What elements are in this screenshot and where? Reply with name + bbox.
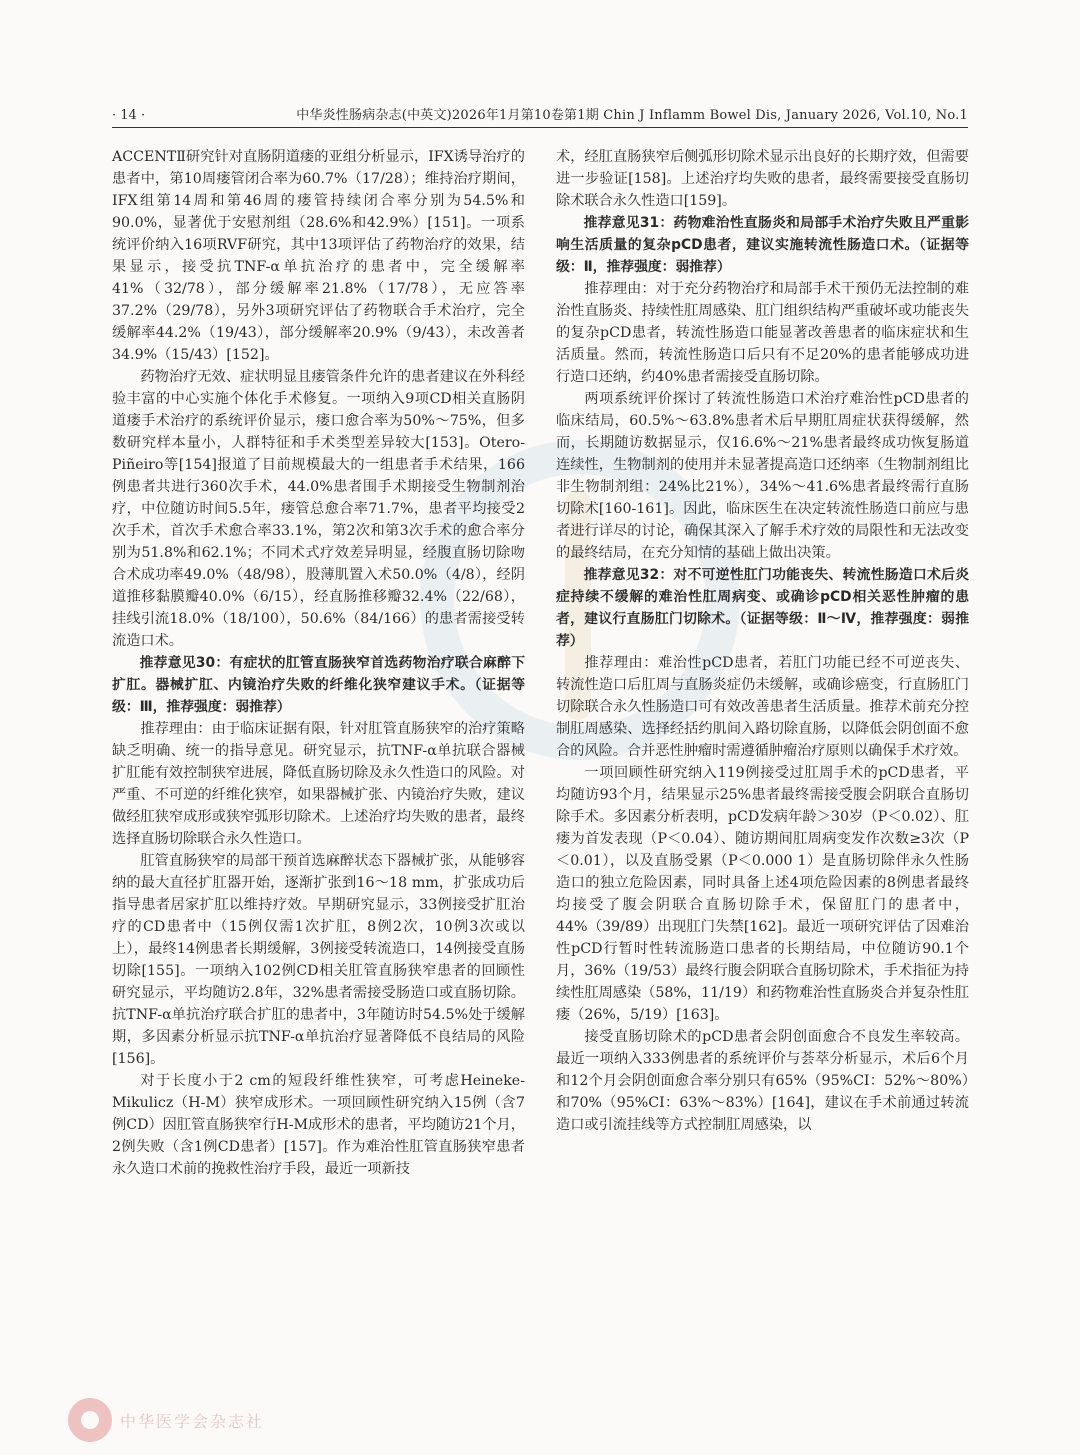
- paragraph: 一项回顾性研究纳入119例接受过肛周手术的pCD患者，平均随访93个月，结果显示25%患者最终需接受腹会阴联合直肠切除手术。多因素分析表明，pCD发病年龄＞30岁（P＜0.02）、肛瘘为首发表现（P＜0.04）、随访期间肛周病变发作次数≥3次（P＜0.01），以及直肠受累（P＜0.000 1）是直肠切除伴永久性肠造口的独立危险因素，同时具备上述4项危险因素的8例患者最终均接受了腹会阴联合直肠切除手术，保留肛门的患者中，44%（39/89）出现肛门失禁[162]。最近一项研究评估了因难治性pCD行暂时性转流肠造口患者的长期结局，中位随访90.1个月，36%（19/53）最终行腹会阴联合直肠切除术，手术指征为持续性肛周感染（58%，11/19）和药物难治性直肠炎合并复杂性肛瘘（26%，5/19）[163]。: [556, 765, 969, 1023]
- running-header: [112, 100, 968, 128]
- page-number: · 14 ·: [112, 108, 146, 123]
- recommendation-30: 推荐意见30：有症状的肛管直肠狭窄首选药物治疗联合麻醉下扩肛。器械扩肛、内镜治疗失败的纤维化狭窄建议手术。（证据等级：Ⅲ，推荐强度：弱推荐）: [112, 655, 525, 715]
- paragraph: 两项系统评价探讨了转流性肠造口术治疗难治性pCD患者的临床结局，60.5%～63.8%患者术后早期肛周症状获得缓解，然而，长期随访数据显示，仅16.6%～21%患者最终成功恢复肠道连续性，生物制剂的使用并未显著提高造口还纳率（生物制剂组比非生物制剂组：24%比21%），34%～41.6%患者最终需行直肠切除术[160-161]。因此，临床医生在决定转流性肠造口前应与患者进行详尽的讨论，确保其深入了解手术疗效的局限性和无法改变的最终结局，在充分知情的基础上做出决策。: [556, 391, 969, 561]
- paragraph: 肛管直肠狭窄的局部干预首选麻醉状态下器械扩张，从能够容纳的最大直径扩肛器开始，逐渐扩张到16～18 mm，扩张成功后指导患者居家扩肛以维持疗效。早期研究显示，33例接受扩肛治疗的CD患者中（15例仅需1次扩肛，8例2次，10例3次或以上），最终14例患者长期缓解，3例接受转流造口，14例接受直肠切除[155]。一项纳入102例CD相关肛管直肠狭窄患者的回顾性研究显示，平均随访2.8年，32%患者需接受肠造口或直肠切除。抗TNF-α单抗治疗联合扩肛的患者中，3年随访时54.5%处于缓解期，多因素分析显示抗TNF-α单抗治疗显著降低不良结局的风险[156]。: [112, 853, 525, 1067]
- paragraph: 推荐理由：由于临床证据有限，针对肛管直肠狭窄的治疗策略缺乏明确、统一的指导意见。研究显示，抗TNF-α单抗联合器械扩肛能有效控制狭窄进展，降低直肠切除及永久性造口的风险。对严重、不可逆的纤维化狭窄，如果器械扩张、内镜治疗失败，建议做经肛狭窄成形或狭窄弧形切除术。上述治疗均失败的患者，最终选择直肠切除联合永久性造口。: [112, 721, 525, 847]
- paragraph: 术，经肛直肠狭窄后侧弧形切除术显示出良好的长期疗效，但需要进一步验证[158]。上述治疗均失败的患者，最终需要接受直肠切除术联合永久性造口[159]。: [556, 149, 969, 209]
- left-column: [112, 146, 525, 1180]
- paragraph: 推荐理由：对于充分药物治疗和局部手术干预仍无法控制的难治性直肠炎、持续性肛周感染、肛门组织结构严重破坏或功能丧失的复杂pCD患者，转流性肠造口能显著改善患者的临床症状和生活质量。然而，转流性肠造口后只有不足20%的患者能够成功进行造口还纳，约40%患者需接受直肠切除。: [556, 281, 969, 385]
- recommendation-32: 推荐意见32：对不可逆性肛门功能丧失、转流性肠造口术后炎症持续不缓解的难治性肛周病变、或确诊pCD相关恶性肿瘤的患者，建议行直肠肛门切除术。（证据等级：Ⅱ～Ⅳ，推荐强度：弱推荐）: [556, 567, 969, 649]
- paragraph: 推荐理由：难治性pCD患者，若肛门功能已经不可逆丧失、转流性造口后肛周与直肠炎症仍未缓解，或确诊癌变，行直肠肛门切除联合永久性肠造口可有效改善患者生活质量。推荐术前充分控制肛周感染、选择经括约肌间入路切除直肠，以降低会阴创面不愈合的风险。合并恶性肿瘤时需遵循肿瘤治疗原则以确保手术疗效。: [556, 655, 969, 759]
- publisher-seal-icon: [68, 1398, 112, 1442]
- publisher-logo: [68, 1398, 264, 1442]
- paragraph: ACCENTⅡ研究针对直肠阴道瘘的亚组分析显示，IFX诱导治疗的患者中，第10周瘘管闭合率为60.7%（17/28）；维持治疗期间，IFX组第14周和第46周的瘘管持续闭合率分别为54.5%和90.0%，显著优于安慰剂组（28.6%和42.9%）[151]。一项系统评价纳入16项RVF研究，其中13项评估了药物治疗的效果，结果显示，接受抗TNF-α单抗治疗的患者中，完全缓解率41%（32/78），部分缓解率21.8%（17/78），无应答率37.2%（29/78），另外3项研究评估了药物联合手术治疗，完全缓解率44.2%（19/43），部分缓解率20.9%（9/43），未改善者34.9%（15/43）[152]。: [112, 149, 525, 363]
- paragraph: 药物治疗无效、症状明显且瘘管条件允许的患者建议在外科经验丰富的中心实施个体化手术修复。一项纳入9项CD相关直肠阴道瘘手术治疗的系统评价显示，瘘口愈合率为50%～75%，但多数研究样本量小，人群特征和手术类型差异较大[153]。Otero-Piñeiro等[154]报道了目前规模最大的一组患者手术结果，166例患者共进行360次手术，44.0%患者围手术期接受生物制剂治疗，中位随访时间5.5年，瘘管总愈合率71.7%，患者平均接受2次手术，首次手术愈合率33.1%，第2次和第3次手术的愈合率分别为51.8%和62.1%；不同术式疗效差异明显，经腹直肠切除吻合术成功率49.0%（48/98），股薄肌置入术50.0%（4/8），经阴道推移黏膜瓣40.0%（6/15），经直肠推移瓣32.4%（22/68），挂线引流18.0%（18/100），50.6%（84/166）的患者需接受转流造口术。: [112, 369, 525, 649]
- publisher-name: 中华医学会杂志社: [120, 1411, 265, 1431]
- paragraph: 接受直肠切除术的pCD患者会阴创面愈合不良发生率较高。最近一项纳入333例患者的系统评价与荟萃分析显示，术后6个月和12个月会阴创面愈合率分别只有65%（95%CI：52%～80%）和70%（95%CI：63%～83%）[164]，建议在手术前通过转流造口或引流挂线等方式控制肛周感染，以: [556, 1029, 969, 1133]
- recommendation-31: 推荐意见31：药物难治性直肠炎和局部手术治疗失败且严重影响生活质量的复杂pCD患者，建议实施转流性肠造口术。（证据等级：Ⅱ，推荐强度：弱推荐）: [556, 215, 969, 275]
- right-column: [556, 146, 969, 1136]
- paragraph: 对于长度小于2 cm的短段纤维性狭窄，可考虑Heineke-Mikulicz（H-M）狭窄成形术。一项回顾性研究纳入15例（含7例CD）因肛管直肠狭窄行H-M成形术的患者，平均随访21个月，2例失败（含1例CD患者）[157]。作为难治性肛管直肠狭窄患者永久造口术前的挽救性治疗手段，最近一项新技: [112, 1073, 525, 1177]
- journal-citation: 中华炎性肠病杂志(中英文)2026年1月第10卷第1期 Chin J Inflamm Bowel Dis, January 2026, Vol.10, No.1: [296, 108, 968, 123]
